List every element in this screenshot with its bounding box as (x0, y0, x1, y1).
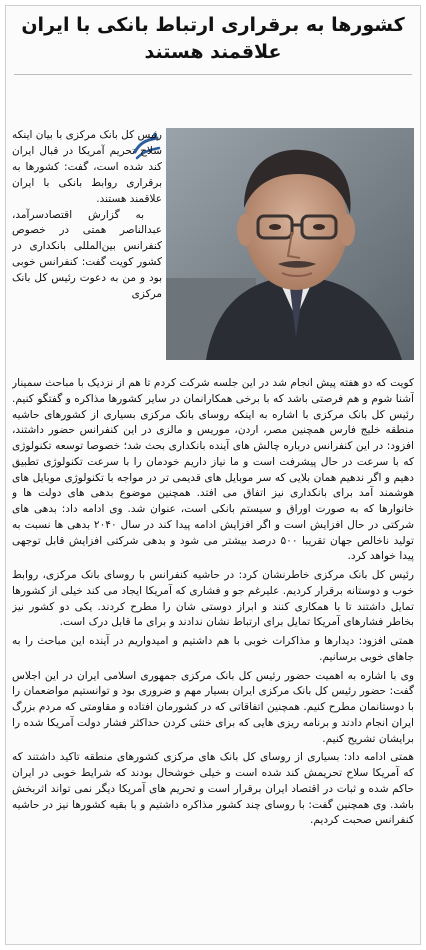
intro-text (12, 128, 162, 366)
headline (16, 12, 410, 66)
intro-paragraph-2: به گزارش اقتصادسرآمد، عبدالناصر همتی در خصوص کنفرانس بین‌المللی بانکداری در کشور کویت گفت: کنفرانس خوبی بود و من به دعوت رئیس کل بانک مرکزی (12, 208, 162, 301)
headline-line-1: کشورها به برقراری ارتباط بانکی با ایران (21, 14, 405, 36)
headline-divider (14, 74, 412, 75)
headline-line-2: علاقمند هستند (144, 41, 282, 63)
body-paragraph-1: کویت که دو هفته پیش انجام شد در این جلسه شرکت کردم تا هم از نزدیک با مباحث سمینار آشنا شوم و هم فرصتی باشد که با برخی همکارانمان در سایر کشورها مذاکره و گفتگو کنیم. رئیس کل بانک مرکزی با اشاره به اینکه روسای بانک مرکزی بسیاری از کشورهای حاشیه منطقه خلیج فارس همچنین مصر، اردن، موریس و مالزی در این کنفرانس حضور داشتند، افزود: در این کنفرانس درباره چالش های آینده بانکداری بحث شد؛ خصوصا توسعه تکنولوژی که با سرعت در حال پیشرفت است و ما نیاز داریم خودمان را با سرعت تکنولوژی تطبیق دهیم و اگر ندهیم همان بلایی که سر موبایل های قدیمی تر در مواجه با تکنولوژی موبایل های هوشمند آمد برای بانکداری نیز اتفاق می افتد. همچنین موضوع بدهی های دولت ها و خانوارها که به صورت اوراق و سیستم بانکی است، عنوان شد. وی ادامه داد: بدهی های شرکتی در حال افزایش است و اگر افزایش ادامه پیدا کند در سال ۲۰۴۰ بدهی ها نسبت به تولید ناخالص جهان تقریبا ۵۰۰ درصد بیشتر می شود و بدهی شرکتی افزایش قابل توجهی پیدا خواهد کرد. (12, 377, 414, 563)
article-frame (5, 5, 421, 945)
body-paragraph-4: وی با اشاره به اهمیت حضور رئیس کل بانک مرکزی جمهوری اسلامی ایران در این اجلاس گفت: حضور رئیس کل بانک مرکزی ایران بسیار مهم و ضروری بود و توانستیم مواضعمان را با دوستانمان مطرح کنیم. همچنین اتفاقاتی که در کشورمان افتاده و مقاومتی که مردم بزرگ ایران انجام دادند و برنامه ریزی هایی که برای خنثی کردن حداکثر فشار دولت آمریکا شده را برایشان تشریح کنیم. (12, 669, 414, 745)
portrait-photo (166, 128, 414, 360)
body-paragraph-2: رئیس کل بانک مرکزی خاطرنشان کرد: در حاشیه کنفرانس با روسای بانک مرکزی، روابط خوب و دوستانه برقرار کردیم. علیرغم جو و فشاری که آمریکا ایجاد می کند خیلی از کشورها تمایل داشتند تا با همکاری کنند و ابراز دوستی شان را مطرح کردند. یکی دو کشور نیز بخاطر فشارهای آمریکا تمایل برای ارتباط نشان ندادند و برای ما قابل درک است. (12, 569, 414, 629)
intro-paragraph-1: رئیس کل بانک مرکزی با بیان اینکه سلاح تحریم آمریکا در قبال ایران کند شده است، گفت: کشورها به برقراری روابط بانکی با ایران علاقمند هستند. (12, 129, 162, 205)
body-paragraph-5: همتی ادامه داد: بسیاری از روسای کل بانک های مرکزی کشورهای منطقه تاکید داشتند که که آمریکا سلاح تحریمش کند شده است و خیلی خوشحال بودند که شرایط خوبی در ایران حاکم شده و ثبات در اقتصاد ایران برقرار است و تحریم های آمریکا دیگر نمی تواند اثربخش باشد. وی همچنین گفت: با روسای چند کشور مذاکره داشتیم و با بقیه کشورها نیز در حاشیه کنفرانس صحبت کردیم. (12, 751, 414, 827)
article-body (12, 376, 414, 938)
body-paragraph-3: همتی افزود: دیدارها و مذاکرات خوبی با هم داشتیم و امیدواریم در آینده این مباحث را به جاهای خوبی برسانیم. (12, 635, 414, 663)
